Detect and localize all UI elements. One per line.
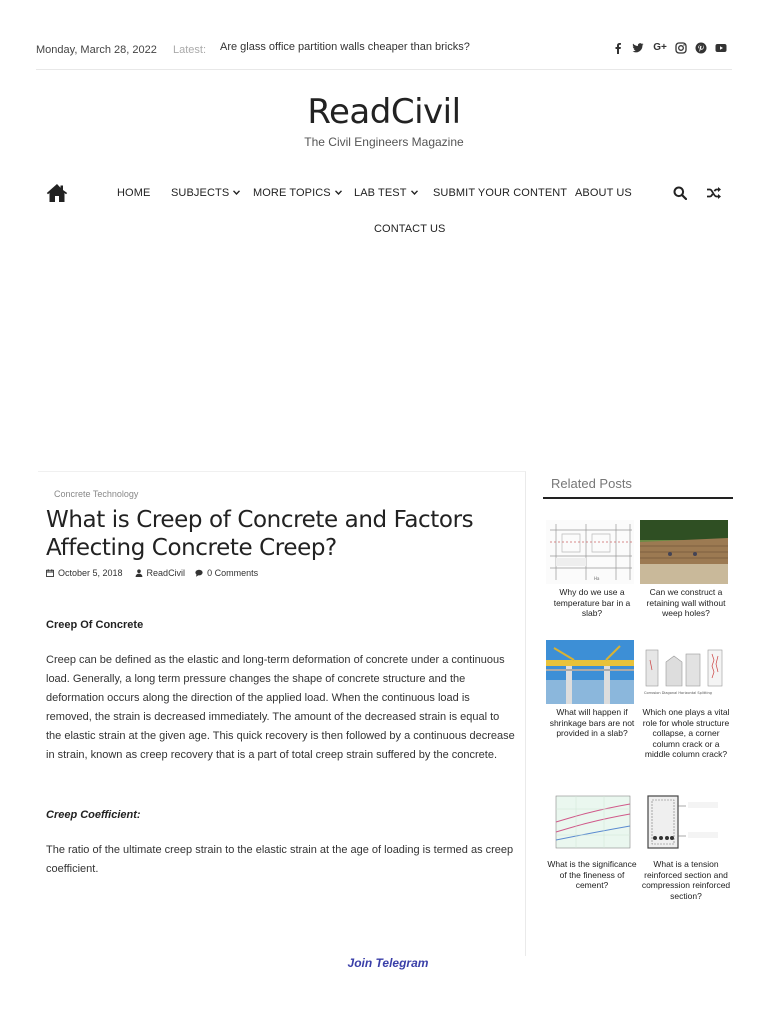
related-post[interactable]	[546, 520, 638, 619]
nav-contact-us[interactable]	[374, 223, 446, 235]
nav-lab-test-label: LAB TEST	[354, 187, 407, 199]
chevron-down-icon	[233, 190, 240, 195]
related-post-thumbnail[interactable]	[546, 640, 634, 704]
related-post[interactable]	[546, 640, 638, 739]
related-post-title[interactable]: Which one plays a vital role for whole structure collapse, a corner column crack or a middle column crack?	[642, 707, 730, 759]
nav-about-us[interactable]	[575, 187, 632, 199]
related-post[interactable]	[640, 640, 732, 760]
svg-text:Ha: Ha	[594, 576, 600, 581]
nav-home-label: HOME	[117, 187, 151, 199]
related-post-thumbnail[interactable]	[640, 520, 728, 584]
related-post-thumbnail[interactable]	[546, 520, 634, 584]
post-comments-text: 0 Comments	[207, 568, 259, 578]
related-post-thumbnail[interactable]	[546, 792, 634, 856]
latest-label: Latest:	[173, 44, 207, 56]
youtube-icon[interactable]	[715, 41, 728, 54]
chevron-down-icon	[411, 190, 418, 195]
twitter-icon[interactable]	[632, 41, 645, 54]
related-post-title[interactable]: What is a tension reinforced section and compression reinforced section?	[641, 859, 731, 901]
related-post-title[interactable]: What will happen if shrinkage bars are not provided in a slab?	[549, 707, 635, 738]
article-title: What is Creep of Concrete and Factors Affecting Concrete Creep?	[46, 507, 474, 561]
instagram-icon[interactable]	[675, 41, 688, 54]
related-post[interactable]	[640, 792, 732, 901]
post-author[interactable]	[135, 568, 186, 578]
svg-text:Corrosion Diagonal Horizonta: Corrosion Diagonal Horizontal Splitting	[644, 691, 712, 695]
section-heading-coefficient: Creep Coefficient:	[46, 809, 141, 821]
nav-submit-content-label: SUBMIT YOUR CONTENT	[433, 187, 568, 199]
calendar-icon	[46, 569, 54, 577]
related-post[interactable]	[546, 792, 638, 891]
nav-more-topics[interactable]	[253, 187, 342, 199]
post-date-text: October 5, 2018	[58, 568, 123, 578]
search-icon[interactable]	[673, 186, 687, 200]
random-post-icon[interactable]	[706, 186, 722, 200]
related-post-thumbnail[interactable]	[640, 640, 728, 704]
section-heading-creep: Creep Of Concrete	[46, 619, 144, 631]
related-posts-divider	[543, 497, 733, 499]
nav-contact-us-label: CONTACT US	[374, 223, 446, 235]
social-links	[612, 41, 728, 54]
comment-icon	[195, 569, 203, 577]
site-tagline: The Civil Engineers Magazine	[304, 135, 464, 149]
pinterest-icon[interactable]	[695, 41, 708, 54]
facebook-icon[interactable]	[612, 41, 625, 54]
related-posts-heading: Related Posts	[551, 476, 632, 491]
chevron-down-icon	[335, 190, 342, 195]
related-post-thumbnail[interactable]	[640, 792, 728, 856]
nav-about-us-label: ABOUT US	[575, 187, 632, 199]
post-author-text: ReadCivil	[146, 568, 186, 578]
post-comments[interactable]	[195, 568, 258, 578]
nav-home[interactable]	[117, 187, 150, 199]
site-title[interactable]: ReadCivil	[307, 92, 461, 132]
google-plus-icon[interactable]: G+	[653, 42, 667, 53]
article-category[interactable]: Concrete Technology	[54, 489, 139, 499]
current-date: Monday, March 28, 2022	[36, 44, 157, 56]
post-date[interactable]	[46, 568, 123, 578]
nav-lab-test[interactable]	[354, 187, 418, 199]
top-bar	[36, 36, 732, 70]
related-post-title[interactable]: Can we construct a retaining wall without weep holes?	[646, 587, 726, 618]
nav-more-topics-label: MORE TOPICS	[253, 187, 331, 199]
home-icon[interactable]	[46, 183, 68, 203]
article-meta	[46, 568, 268, 578]
nav-submit-content[interactable]	[433, 187, 567, 199]
join-telegram-link[interactable]: Join Telegram	[347, 956, 429, 970]
related-post[interactable]	[640, 520, 732, 619]
latest-news-ticker[interactable]: Are glass office partition walls cheaper than bricks?	[220, 41, 470, 53]
nav-subjects-label: SUBJECTS	[171, 187, 230, 199]
section-body-coefficient: The ratio of the ultimate creep strain to the elastic strain at the age of loading is termed as creep coefficient.	[46, 844, 514, 875]
related-post-title[interactable]: Why do we use a temperature bar in a slab?	[553, 587, 631, 618]
user-icon	[135, 569, 143, 577]
nav-subjects[interactable]	[171, 187, 240, 199]
section-body-creep: Creep can be defined as the elastic and long-term deformation of concrete under a continuous load. Generally, a long term pressure changes the shape of concrete structure and the deformation occurs along the direction of the applied load. When the continuous load is removed, the strain is decreased immediately. The amount of the decreased strain is equal to the elastic strain at the given age. This quick recovery is then followed by a continuous decrease in strain, known as creep recovery that is a part of total creep strain suffered by the concrete.	[46, 654, 515, 761]
related-post-title[interactable]: What is the significance of the fineness of cement?	[547, 859, 637, 890]
article-card	[38, 471, 526, 956]
